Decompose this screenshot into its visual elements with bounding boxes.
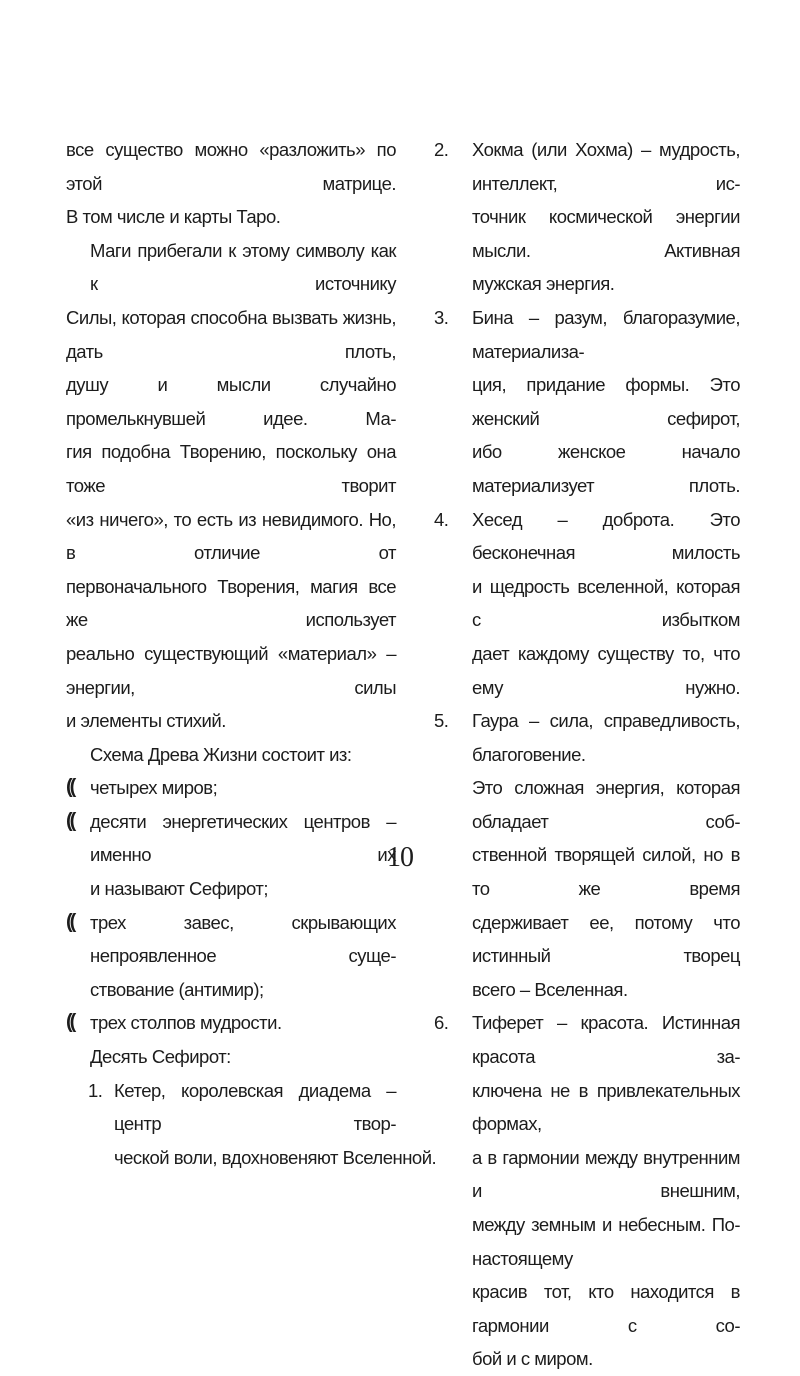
paragraph-first-line: Маги прибегали к этому символу как к источнику: [90, 239, 396, 295]
item-text: а в гармонии между внутренним и внешним,: [472, 1146, 740, 1202]
item-text: мужская энергия.: [472, 273, 615, 295]
item-number: 5.: [434, 710, 449, 732]
text-line: душу и мысли случайно промелькнувшей идее. Ма-: [66, 374, 396, 429]
bullet-text: четырех миров;: [90, 777, 218, 799]
item-text: всего – Вселенная.: [472, 978, 628, 1000]
item-text: Хокма (или Хохма) – мудрость, интеллект, ис-: [472, 139, 740, 194]
item-text: точник космической энергии мысли. Активная: [472, 206, 740, 261]
crescent-bullet-icon: ((: [66, 1011, 74, 1034]
text-line: все существо можно «разложить» по этой матрице.: [66, 139, 396, 194]
text-line: первоначального Творения, магия все же использует: [66, 575, 396, 631]
text-line: Силы, которая способна вызвать жизнь, дать плоть,: [66, 306, 396, 362]
right-column: [430, 133, 740, 1376]
list-item: [430, 503, 740, 705]
bullet-text: десяти энергетических центров – именно их: [90, 810, 396, 866]
bullet-text: трех столпов мудрости.: [90, 1012, 282, 1034]
bullet-text: и называют Сефирот;: [90, 878, 269, 900]
bullet-text: трех завес, скрывающих непроявленное суще-: [90, 911, 396, 967]
item-text: красив тот, кто находится в гармонии с со-: [472, 1281, 740, 1336]
item-number: 4.: [434, 508, 449, 530]
item-text: сдерживает ее, потому что истинный творец: [472, 911, 740, 967]
crescent-bullet-icon: ((: [66, 809, 74, 832]
item-text: ция, придание формы. Это женский сефирот,: [472, 374, 740, 429]
item-text: бой и с миром.: [472, 1348, 593, 1370]
item-text: ственной творящей силой, но в то же время: [472, 844, 740, 900]
item-text: Бина – разум, благоразумие, материализа-: [472, 306, 740, 362]
item-text: Кетер, королевская диадема – центр твор-: [114, 1079, 396, 1135]
item-text: ключена не в привлекательных формах,: [472, 1079, 740, 1135]
item-text: Гаура – сила, справедливость, благоговение.: [472, 710, 740, 765]
sefirot-heading: Десять Сефирот:: [90, 1046, 231, 1068]
text-line: «из ничего», то есть из невидимого. Но, в отличие от: [66, 508, 396, 564]
item-number: 3.: [434, 306, 449, 328]
list-item: [430, 133, 740, 301]
item-number: 2.: [434, 139, 449, 160]
item-number: 1.: [88, 1079, 103, 1101]
list-item: [66, 1074, 437, 1175]
bullet-item: [66, 1006, 396, 1040]
list-item: [430, 1006, 740, 1376]
bullet-item: [66, 771, 396, 805]
list-item: [430, 301, 740, 503]
bullet-item: [66, 906, 396, 1007]
item-text: Хесед – доброта. Это бесконечная милость: [472, 508, 740, 564]
page-number: 10: [387, 842, 413, 873]
text-line: и элементы стихий.: [66, 710, 226, 732]
item-text: ческой воли, вдохновеняют Вселенной.: [114, 1146, 437, 1168]
text-line: гия подобна Творению, поскольку она тоже творит: [66, 441, 396, 496]
item-text: и щедрость вселенной, которая с избытком: [472, 575, 740, 631]
item-text: дает каждому существу то, что ему нужно.: [472, 642, 740, 698]
text-line: В том числе и карты Таро.: [66, 206, 281, 228]
list-intro: Схема Древа Жизни состоит из:: [90, 743, 352, 765]
bullet-text: ствование (антимир);: [90, 978, 264, 1000]
crescent-bullet-icon: ((: [66, 910, 74, 933]
item-text: ибо женское начало материализует плоть.: [472, 441, 740, 496]
item-text: Тиферет – красота. Истинная красота за-: [472, 1012, 740, 1068]
item-text: между земным и небесным. По-настоящему: [472, 1214, 740, 1269]
item-number: 6.: [434, 1012, 449, 1034]
item-text: Это сложная энергия, которая обладает соб-: [472, 777, 740, 832]
crescent-bullet-icon: ((: [66, 776, 74, 799]
text-line: реально существующий «материал» – энергии, силы: [66, 642, 396, 698]
